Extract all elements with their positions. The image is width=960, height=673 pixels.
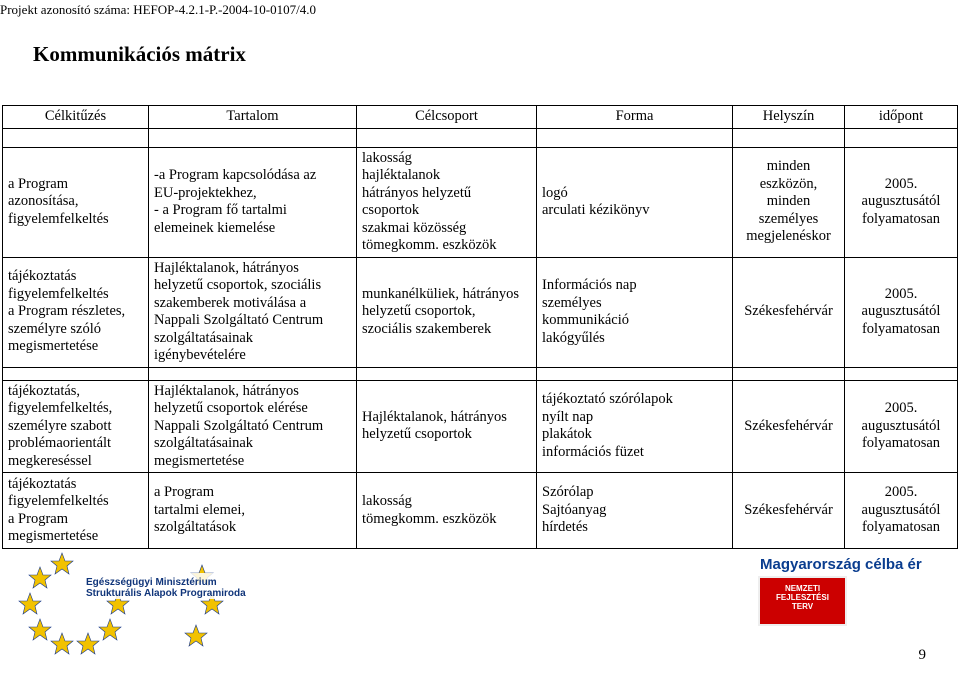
communication-matrix-table bbox=[2, 105, 958, 549]
celcsoport-cell: lakosság hajléktalanok hátrányos helyzetű csoportok szakmai közösség tömegkomm. eszközök bbox=[357, 147, 537, 257]
spacer-row bbox=[3, 367, 958, 380]
celkituzes-cell: a Program azonosítása, figyelemfelkeltés bbox=[3, 147, 149, 257]
idopont-cell: 2005. augusztusától folyamatosan bbox=[845, 473, 958, 549]
tartalom-cell: -a Program kapcsolódása az EU-projektekhez, - a Program fő tartalmi elemeinek kiemelése bbox=[149, 147, 357, 257]
table-row bbox=[3, 380, 958, 473]
page-title: Kommunikációs mátrix bbox=[33, 42, 246, 66]
forma-cell: logó arculati kézikönyv bbox=[537, 147, 733, 257]
celkituzes-cell: tájékoztatás, figyelemfelkeltés, személyre szabott problémaorientált megkereséssel bbox=[3, 380, 149, 473]
table-row bbox=[3, 257, 958, 367]
table-header-row bbox=[3, 106, 958, 129]
spacer-row bbox=[3, 128, 958, 147]
project-id-header: Projekt azonosító száma: HEFOP-4.2.1-P.-2004-10-0107/4.0 bbox=[0, 2, 316, 17]
helyszin-cell: Székesfehérvár bbox=[733, 473, 845, 549]
column-header: Forma bbox=[537, 106, 733, 129]
helyszin-cell: minden eszközön, minden személyes megjelenéskor bbox=[733, 147, 845, 257]
celkituzes-cell: tájékoztatás figyelemfelkeltés a Program részletes, személyre szóló megismertetése bbox=[3, 257, 149, 367]
celcsoport-cell: munkanélküliek, hátrányos helyzetű csoportok, szociális szakemberek bbox=[357, 257, 537, 367]
idopont-cell: 2005. augusztusától folyamatosan bbox=[845, 147, 958, 257]
tartalom-cell: Hajléktalanok, hátrányos helyzetű csoportok elérése Nappali Szolgáltató Centrum szolgáltatásainak megismertetése bbox=[149, 380, 357, 473]
helyszin-cell: Székesfehérvár bbox=[733, 257, 845, 367]
ministry-line: Strukturális Alapok Programiroda bbox=[86, 588, 246, 599]
hungary-slogan: Magyarország célba ér bbox=[760, 556, 922, 573]
ministry-line: Egészségügyi Minisztérium bbox=[86, 577, 217, 588]
celcsoport-cell: lakosság tömegkomm. eszközök bbox=[357, 473, 537, 549]
ndp-line: TERV bbox=[791, 602, 814, 611]
column-header: Célcsoport bbox=[357, 106, 537, 129]
ndp-line: FEJLESZTÉSI bbox=[776, 593, 829, 602]
idopont-cell: 2005. augusztusától folyamatosan bbox=[845, 380, 958, 473]
tartalom-cell: a Program tartalmi elemei, szolgáltatások bbox=[149, 473, 357, 549]
celkituzes-cell: tájékoztatás figyelemfelkeltés a Program megismertetése bbox=[3, 473, 149, 549]
forma-cell: Információs nap személyes kommunikáció lakógyűlés bbox=[537, 257, 733, 367]
ministry-label bbox=[86, 577, 246, 599]
tartalom-cell: Hajléktalanok, hátrányos helyzetű csoportok, szociális szakemberek motiválása a Nappali Szolgáltató Centrum szolgáltatásainak igénybevételére bbox=[149, 257, 357, 367]
ndp-logo bbox=[758, 576, 847, 626]
table-row bbox=[3, 147, 958, 257]
celcsoport-cell: Hajléktalanok, hátrányos helyzetű csoportok bbox=[357, 380, 537, 473]
forma-cell: Szórólap Sajtóanyag hírdetés bbox=[537, 473, 733, 549]
helyszin-cell: Székesfehérvár bbox=[733, 380, 845, 473]
column-header: időpont bbox=[845, 106, 958, 129]
column-header: Célkitűzés bbox=[3, 106, 149, 129]
ndp-line: NEMZETI bbox=[784, 584, 821, 593]
column-header: Helyszín bbox=[733, 106, 845, 129]
table-row bbox=[3, 473, 958, 549]
idopont-cell: 2005. augusztusától folyamatosan bbox=[845, 257, 958, 367]
column-header: Tartalom bbox=[149, 106, 357, 129]
page-number: 9 bbox=[918, 647, 926, 663]
forma-cell: tájékoztató szórólapok nyílt nap plakátok információs füzet bbox=[537, 380, 733, 473]
